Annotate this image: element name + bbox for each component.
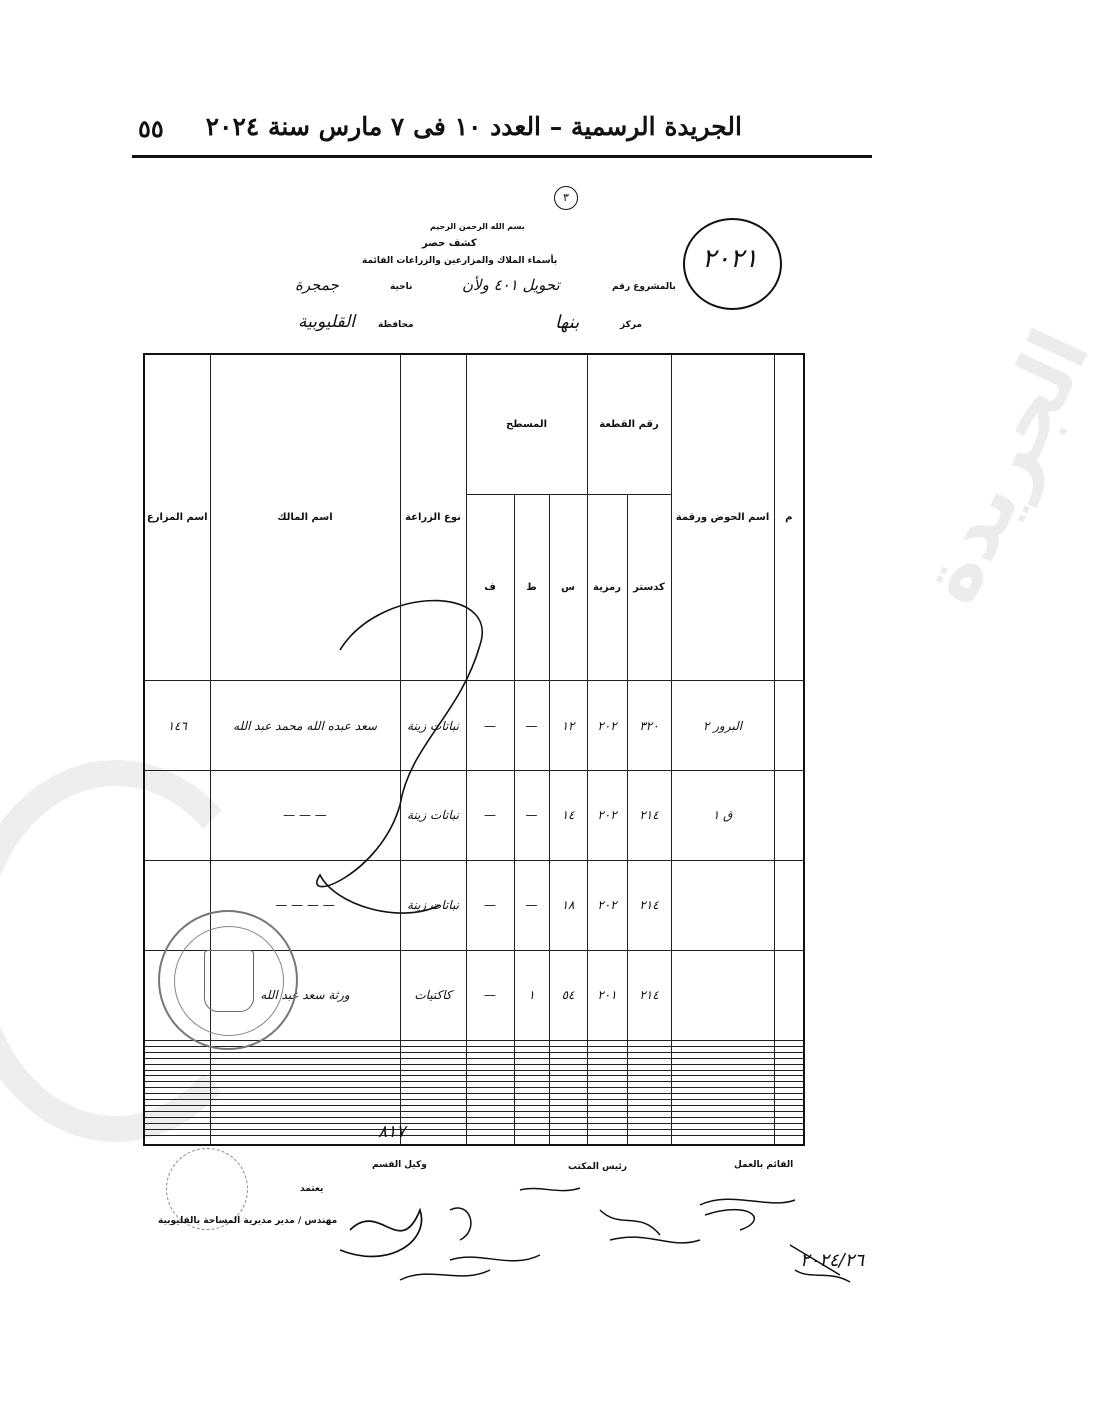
cell-owner: — — —: [210, 770, 400, 860]
governorate-label: محافظة: [378, 320, 414, 330]
cell-t: —: [514, 770, 549, 860]
cell-crop: [400, 1136, 466, 1145]
cell-f: —: [466, 950, 514, 1040]
handwritten-signatures: [250, 1170, 810, 1290]
sig-section-agent-label: وكيل القسم: [372, 1160, 427, 1170]
bottom-reference: ٢٠٢٤/٢٦: [800, 1250, 865, 1271]
cell-num: [774, 1136, 804, 1145]
sig-approved-label: يعتمد: [300, 1184, 324, 1194]
col-header-cadastre: كدستر: [627, 495, 671, 681]
cell-farmer: ١٤٦: [144, 681, 210, 771]
sig-engineer-label: مهندس / مدير مديرية المساحة بالقليوبية: [158, 1216, 338, 1226]
village-label: ناحية: [390, 282, 413, 292]
eagle-emblem-icon: [204, 950, 254, 1012]
col-header-crop-type: نوع الزراعة: [400, 354, 466, 681]
center-label: مركز: [620, 320, 643, 330]
cell-basin: ق ١: [671, 770, 774, 860]
cell-f: —: [466, 860, 514, 950]
form-title: كشف حصر: [422, 238, 477, 249]
cell-crop: نباتات زينة: [400, 681, 466, 771]
cell-f: —: [466, 770, 514, 860]
cell-num: [774, 770, 804, 860]
cancel-stroke: [300, 575, 500, 935]
cell-t: ١: [514, 950, 549, 1040]
cell-basin: البرور ٢: [671, 681, 774, 771]
governorate-value: القليوبية: [298, 312, 356, 332]
cell-owner: سعد عبده الله محمد عبد الله: [210, 681, 400, 771]
cell-t: —: [514, 681, 549, 771]
cell-t: —: [514, 860, 549, 950]
basmala: بسم الله الرحمن الرحيم: [430, 222, 525, 231]
cell-num: [774, 950, 804, 1040]
cell-t: [514, 1136, 549, 1145]
header-divider: [132, 155, 872, 158]
cell-symbolic: ٢٠١: [587, 950, 627, 1040]
col-header-area: المسطح: [466, 354, 587, 495]
cell-symbolic: ٢٠٢: [587, 770, 627, 860]
cell-basin: [671, 860, 774, 950]
cell-s: ١٨: [549, 860, 587, 950]
cell-s: [549, 1136, 587, 1145]
cell-cadastre: ٣٢٠: [627, 681, 671, 771]
watermark-text: الجريدة: [901, 316, 1107, 617]
cell-cadastre: ٢١٤: [627, 860, 671, 950]
col-header-num: م: [774, 354, 804, 681]
cell-cadastre: ٢١٤: [627, 950, 671, 1040]
cell-symbolic: ٢٠٢: [587, 860, 627, 950]
sig-worker-label: القائم بالعمل: [734, 1160, 794, 1170]
cell-owner: [210, 1136, 400, 1145]
form-subtitle: بأسماء الملاك والمزارعين والزراعات القائمة: [362, 256, 558, 266]
cell-farmer: [144, 770, 210, 860]
form-top-mark: ٣: [554, 186, 578, 210]
col-header-t: ط: [514, 495, 549, 681]
circle-note: ٢٠٢١: [702, 244, 758, 274]
col-header-owner-name: اسم المالك: [210, 354, 400, 681]
page-number: ٥٥: [138, 114, 164, 143]
col-header-basin: اسم الحوض ورقمة: [671, 354, 774, 681]
cell-farmer: [144, 1136, 210, 1145]
cell-basin: [671, 1136, 774, 1145]
cell-crop: نباتات زينة: [400, 860, 466, 950]
project-label: بالمشروع رقم: [612, 282, 676, 292]
cell-num: [774, 681, 804, 771]
col-header-f: ف: [466, 495, 514, 681]
cell-s: ١٤: [549, 770, 587, 860]
col-header-symbolic: رمزية: [587, 495, 627, 681]
cell-symbolic: [587, 1136, 627, 1145]
cell-s: ٥٤: [549, 950, 587, 1040]
cell-symbolic: ٢٠٢: [587, 681, 627, 771]
cell-f: [466, 1136, 514, 1145]
project-value: تحويل ٤٠١ ولأن: [462, 276, 560, 294]
cell-f: —: [466, 681, 514, 771]
table-row: [144, 1136, 804, 1145]
note-top: ٨١٧: [378, 1122, 406, 1142]
center-value: بنها: [555, 312, 580, 333]
col-header-plot-number: رقم القطعة: [587, 354, 671, 495]
cell-num: [774, 860, 804, 950]
cell-cadastre: [627, 1136, 671, 1145]
cell-basin: [671, 950, 774, 1040]
cell-crop: كاكتيات: [400, 950, 466, 1040]
sig-office-head-label: رئيس المكتب: [568, 1162, 628, 1172]
col-header-farmer-name: اسم المزارع: [144, 354, 210, 681]
cell-crop: نباتات زينة: [400, 770, 466, 860]
cell-s: ١٢: [549, 681, 587, 771]
col-header-s: س: [549, 495, 587, 681]
village-value: جمجرة: [295, 276, 339, 294]
gazette-header-title: الجريدة الرسمية – العدد ١٠ فى ٧ مارس سنة ٢٠٢٤: [205, 112, 742, 141]
cell-owner: — — — —: [210, 860, 400, 950]
cell-owner: ورثة سعد عبد الله: [210, 950, 400, 1040]
cell-cadastre: ٢١٤: [627, 770, 671, 860]
